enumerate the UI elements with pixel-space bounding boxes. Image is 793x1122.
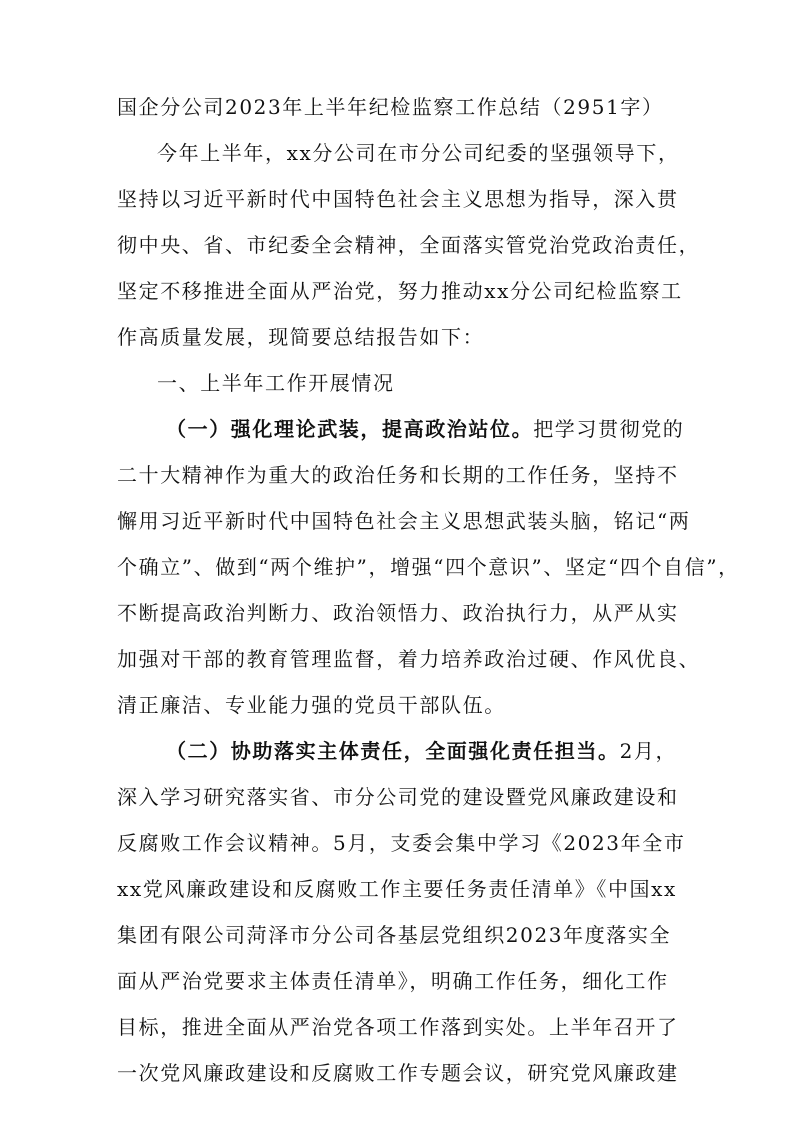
para1-line-1 [166,417,736,441]
para2-line-1 [166,739,736,763]
para1-line-3: 懈用习近平新时代中国特色社会主义思想武装头脑，铭记“两 [117,509,691,533]
para2-line-5: 集团有限公司菏泽市分公司各基层党组织2023年度落实全 [117,923,672,947]
para1-line-2: 二十大精神作为重大的政治任务和长期的工作任务，坚持不 [117,463,679,487]
para2-line-7: 目标，推进全面从严治党各项工作落到实处。上半年召开了 [117,1015,679,1039]
para2-line-6: 面从严治党要求主体责任清单》，明确工作任务，细化工作 [117,969,669,993]
intro-line-3: 彻中央、省、市纪委全会精神，全面落实管党治党政治责任， [117,233,701,257]
intro-line-4: 坚定不移推进全面从严治党，努力推动xx分公司纪检监察工 [117,279,683,303]
para2-line-3: 反腐败工作会议精神。5月，支委会集中学习《2023年全市 [117,831,686,855]
para2-bold-lead: （二）协助落实主体责任，全面强化责任担当。 [166,739,620,763]
section-heading: 一、上半年工作开展情况 [157,371,395,395]
para2-line-8: 一次党风廉政建设和反腐败工作专题会议，研究党风廉政建 [117,1061,679,1085]
intro-line-5: 作高质量发展，现简要总结报告如下： [117,325,485,349]
para1-line-7: 清正廉洁、专业能力强的党员干部队伍。 [117,693,506,717]
para2-line1-rest: 2月， [619,739,678,763]
para1-line1-rest: 把学习贯彻党的 [533,417,685,441]
para1-line-6: 加强对干部的教育管理监督，着力培养政治过硬、作风优良、 [117,647,701,671]
para2-line-4: xx党风廉政建设和反腐败工作主要任务责任清单》《中国xx [117,877,677,901]
document-title: 国企分公司2023年上半年纪检监察工作总结（2951字） [117,95,664,119]
para2-line-2: 深入学习研究落实省、市分公司党的建设暨党风廉政建设和 [117,785,679,809]
intro-line-2: 坚持以习近平新时代中国特色社会主义思想为指导，深入贯 [117,187,679,211]
para1-bold-lead: （一）强化理论武装，提高政治站位。 [166,417,534,441]
intro-line-1: 今年上半年，xx分公司在市分公司纪委的坚强领导下， [157,141,680,165]
para1-line-5: 不断提高政治判断力、政治领悟力、政治执行力，从严从实 [117,601,679,625]
para1-line-4: 个确立”、做到“两个维护”，增强“四个意识”、坚定“四个自信”， [117,555,740,579]
